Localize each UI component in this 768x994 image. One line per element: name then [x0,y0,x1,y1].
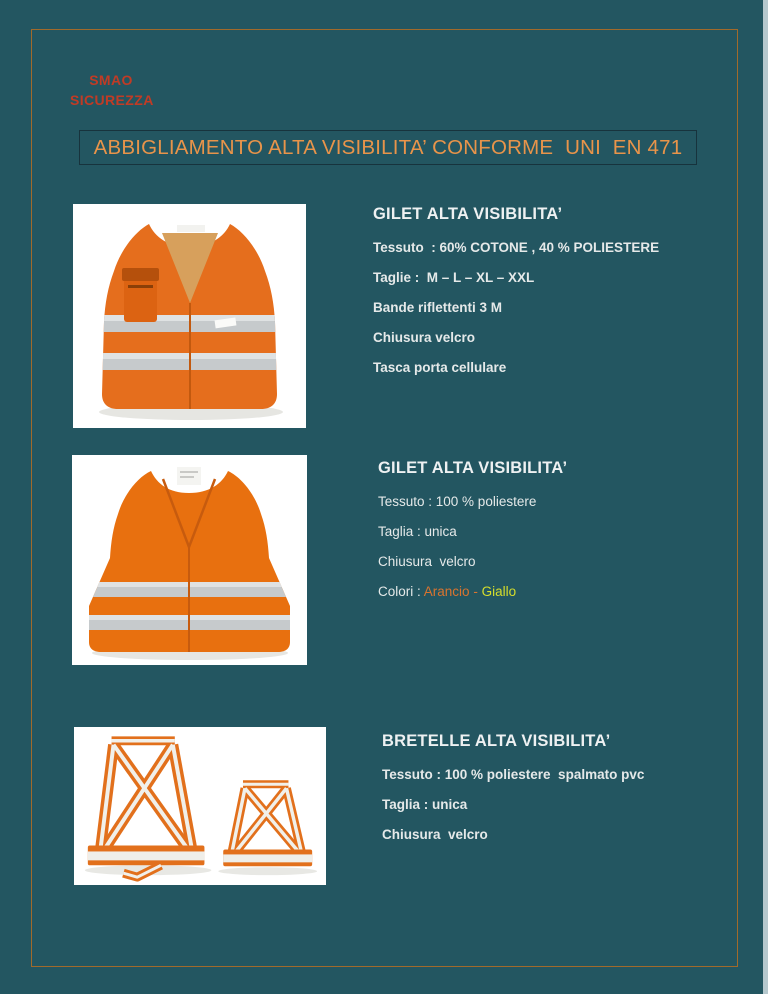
spec-line-colors [378,577,713,607]
product-1-info [373,203,708,383]
product-photo-vest-cotton [73,204,306,428]
spec-line: Taglia : unica [382,797,468,812]
spec-line: Tessuto : 100 % poliestere [378,494,537,509]
page-title-box [79,130,697,165]
high-visibility-suspenders-illustration [74,727,326,885]
product-1-specs [373,233,708,383]
spec-line: Taglie : M – L – XL – XXL [373,270,535,285]
product-3-title: BRETELLE ALTA VISIBILITA’ [382,732,611,750]
product-photo-suspenders [74,727,326,885]
colors-label: Colori : [378,584,424,599]
spec-line: Chiusura velcro [382,827,488,842]
color-giallo: Giallo [481,584,517,599]
orange-vest-illustration [72,455,307,665]
logo-line-1: SMAO [89,72,133,88]
product-3-specs [382,760,717,850]
product-1-title: GILET ALTA VISIBILITA’ [373,205,563,223]
product-2-info [378,457,713,607]
spec-line: Taglia : unica [378,524,457,539]
color-separator: - [469,584,482,599]
product-2-title: GILET ALTA VISIBILITA’ [378,459,568,477]
logo-line-2: SICUREZZA [70,92,154,108]
color-arancio: Arancio [423,584,470,599]
spec-line: Chiusura velcro [378,554,476,569]
product-photo-vest-polyester [72,455,307,665]
spec-line: Tessuto : 100 % poliestere spalmato pvc [382,767,645,782]
page-edge-stripe [763,0,768,994]
spec-line: Chiusura velcro [373,330,476,345]
product-2-specs [378,487,713,607]
page-title: ABBIGLIAMENTO ALTA VISIBILITA’ CONFORME UNI EN 471 [93,135,683,159]
spec-line: Bande riflettenti 3 M [373,300,503,315]
company-logo [70,70,152,110]
orange-vest-with-pocket-illustration [73,204,306,428]
spec-line: Tasca porta cellulare [373,360,507,375]
spec-line: Tessuto : 60% COTONE , 40 % POLIESTERE [373,240,660,255]
product-3-info [382,730,717,850]
